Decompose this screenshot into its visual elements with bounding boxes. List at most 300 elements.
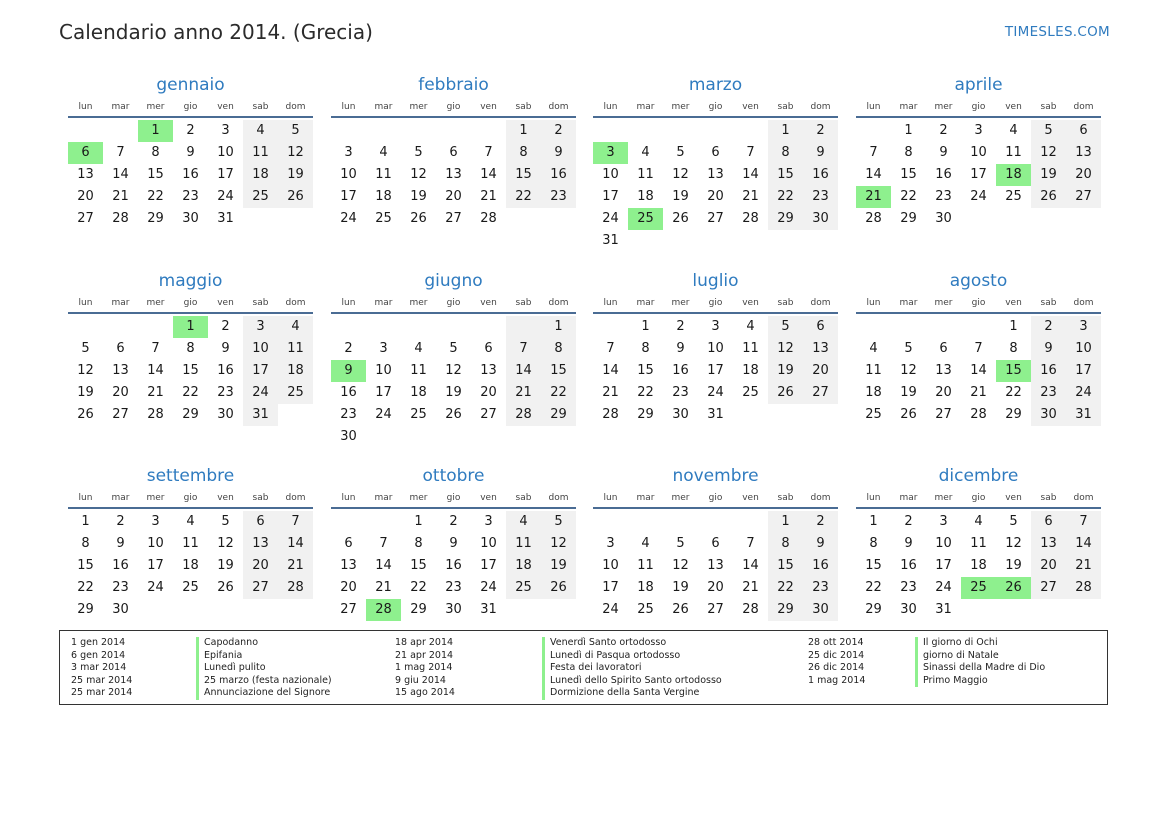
day-cell[interactable]: 22	[410, 580, 427, 595]
day-cell[interactable]: 19	[672, 580, 689, 595]
day-cell[interactable]: 21	[480, 189, 497, 204]
day-cell[interactable]: 24	[935, 580, 952, 595]
day-cell[interactable]: 20	[340, 580, 357, 595]
day-cell[interactable]: 14	[480, 167, 497, 182]
day-cell[interactable]: 11	[970, 536, 987, 551]
day-cell[interactable]: 22	[768, 186, 803, 208]
day-cell[interactable]: 24	[602, 211, 619, 226]
day-cell[interactable]: 27	[243, 577, 278, 599]
day-cell[interactable]: 24	[375, 407, 392, 422]
day-cell[interactable]: 24	[1066, 382, 1101, 404]
day-cell[interactable]: 5	[768, 316, 803, 338]
holiday-day-cell[interactable]: 1	[173, 316, 208, 338]
day-cell[interactable]: 13	[803, 338, 838, 360]
day-cell[interactable]: 9	[116, 536, 125, 551]
day-cell[interactable]: 3	[484, 514, 493, 529]
day-cell[interactable]: 26	[1031, 186, 1066, 208]
day-cell[interactable]: 19	[1005, 558, 1022, 573]
day-cell[interactable]: 13	[77, 167, 94, 182]
day-cell[interactable]: 8	[81, 536, 90, 551]
day-cell[interactable]: 30	[217, 407, 234, 422]
day-cell[interactable]: 26	[77, 407, 94, 422]
day-cell[interactable]: 5	[414, 145, 423, 160]
day-cell[interactable]: 3	[974, 123, 983, 138]
day-cell[interactable]: 15	[865, 558, 882, 573]
day-cell[interactable]: 22	[768, 577, 803, 599]
day-cell[interactable]: 8	[541, 338, 576, 360]
day-cell[interactable]: 6	[243, 511, 278, 533]
day-cell[interactable]: 22	[147, 189, 164, 204]
day-cell[interactable]: 5	[676, 145, 685, 160]
day-cell[interactable]: 14	[865, 167, 882, 182]
day-cell[interactable]: 8	[768, 533, 803, 555]
day-cell[interactable]: 28	[742, 602, 759, 617]
day-cell[interactable]: 16	[1031, 360, 1066, 382]
day-cell[interactable]: 4	[379, 145, 388, 160]
day-cell[interactable]: 5	[1009, 514, 1018, 529]
day-cell[interactable]: 22	[77, 580, 94, 595]
day-cell[interactable]: 13	[707, 558, 724, 573]
day-cell[interactable]: 24	[707, 385, 724, 400]
day-cell[interactable]: 13	[340, 558, 357, 573]
day-cell[interactable]: 8	[641, 341, 650, 356]
day-cell[interactable]: 15	[768, 164, 803, 186]
day-cell[interactable]: 18	[410, 385, 427, 400]
day-cell[interactable]: 13	[445, 167, 462, 182]
day-cell[interactable]: 13	[1066, 142, 1101, 164]
day-cell[interactable]: 3	[939, 514, 948, 529]
day-cell[interactable]: 12	[410, 167, 427, 182]
day-cell[interactable]: 21	[1066, 555, 1101, 577]
day-cell[interactable]: 23	[672, 385, 689, 400]
day-cell[interactable]: 22	[900, 189, 917, 204]
day-cell[interactable]: 28	[147, 407, 164, 422]
day-cell[interactable]: 25	[865, 407, 882, 422]
day-cell[interactable]: 11	[506, 533, 541, 555]
day-cell[interactable]: 16	[935, 167, 952, 182]
day-cell[interactable]: 2	[116, 514, 125, 529]
day-cell[interactable]: 6	[344, 536, 353, 551]
day-cell[interactable]: 16	[541, 164, 576, 186]
day-cell[interactable]: 22	[865, 580, 882, 595]
day-cell[interactable]: 20	[935, 385, 952, 400]
day-cell[interactable]: 13	[243, 533, 278, 555]
day-cell[interactable]: 2	[344, 341, 353, 356]
day-cell[interactable]: 6	[116, 341, 125, 356]
day-cell[interactable]: 23	[803, 577, 838, 599]
day-cell[interactable]: 19	[900, 385, 917, 400]
day-cell[interactable]: 11	[278, 338, 313, 360]
day-cell[interactable]: 22	[1005, 385, 1022, 400]
day-cell[interactable]: 29	[410, 602, 427, 617]
day-cell[interactable]: 24	[243, 382, 278, 404]
day-cell[interactable]: 27	[935, 407, 952, 422]
day-cell[interactable]: 20	[1031, 555, 1066, 577]
day-cell[interactable]: 14	[1066, 533, 1101, 555]
day-cell[interactable]: 8	[904, 145, 913, 160]
day-cell[interactable]: 25	[243, 186, 278, 208]
day-cell[interactable]: 8	[869, 536, 878, 551]
day-cell[interactable]: 29	[768, 208, 803, 230]
day-cell[interactable]: 21	[112, 189, 129, 204]
day-cell[interactable]: 27	[480, 407, 497, 422]
day-cell[interactable]: 1	[541, 316, 576, 338]
day-cell[interactable]: 5	[904, 341, 913, 356]
day-cell[interactable]: 25	[410, 407, 427, 422]
day-cell[interactable]: 11	[410, 363, 427, 378]
holiday-day-cell[interactable]: 21	[856, 186, 891, 208]
day-cell[interactable]: 20	[1066, 164, 1101, 186]
day-cell[interactable]: 15	[182, 363, 199, 378]
day-cell[interactable]: 30	[803, 208, 838, 230]
day-cell[interactable]: 7	[506, 338, 541, 360]
day-cell[interactable]: 24	[602, 602, 619, 617]
day-cell[interactable]: 2	[541, 120, 576, 142]
day-cell[interactable]: 6	[449, 145, 458, 160]
day-cell[interactable]: 23	[803, 186, 838, 208]
day-cell[interactable]: 11	[182, 536, 199, 551]
holiday-day-cell[interactable]: 15	[996, 360, 1031, 382]
day-cell[interactable]: 20	[707, 580, 724, 595]
day-cell[interactable]: 28	[1066, 577, 1101, 599]
day-cell[interactable]: 1	[768, 511, 803, 533]
day-cell[interactable]: 7	[278, 511, 313, 533]
day-cell[interactable]: 30	[445, 602, 462, 617]
day-cell[interactable]: 6	[711, 145, 720, 160]
day-cell[interactable]: 18	[278, 360, 313, 382]
day-cell[interactable]: 2	[676, 319, 685, 334]
day-cell[interactable]: 6	[1031, 511, 1066, 533]
day-cell[interactable]: 27	[77, 211, 94, 226]
day-cell[interactable]: 28	[970, 407, 987, 422]
day-cell[interactable]: 22	[182, 385, 199, 400]
day-cell[interactable]: 1	[768, 120, 803, 142]
holiday-day-cell[interactable]: 18	[996, 164, 1031, 186]
day-cell[interactable]: 26	[217, 580, 234, 595]
day-cell[interactable]: 21	[147, 385, 164, 400]
day-cell[interactable]: 4	[974, 514, 983, 529]
day-cell[interactable]: 14	[742, 558, 759, 573]
day-cell[interactable]: 25	[637, 602, 654, 617]
holiday-day-cell[interactable]: 28	[366, 599, 401, 621]
day-cell[interactable]: 25	[278, 382, 313, 404]
day-cell[interactable]: 2	[803, 511, 838, 533]
day-cell[interactable]: 29	[147, 211, 164, 226]
day-cell[interactable]: 16	[340, 385, 357, 400]
day-cell[interactable]: 4	[1009, 123, 1018, 138]
day-cell[interactable]: 8	[151, 145, 160, 160]
day-cell[interactable]: 29	[1005, 407, 1022, 422]
day-cell[interactable]: 17	[340, 189, 357, 204]
day-cell[interactable]: 3	[243, 316, 278, 338]
day-cell[interactable]: 3	[1066, 316, 1101, 338]
day-cell[interactable]: 27	[707, 602, 724, 617]
day-cell[interactable]: 1	[904, 123, 913, 138]
day-cell[interactable]: 23	[935, 189, 952, 204]
day-cell[interactable]: 14	[970, 363, 987, 378]
day-cell[interactable]: 21	[278, 555, 313, 577]
day-cell[interactable]: 9	[186, 145, 195, 160]
day-cell[interactable]: 26	[900, 407, 917, 422]
day-cell[interactable]: 17	[480, 558, 497, 573]
day-cell[interactable]: 29	[865, 602, 882, 617]
holiday-day-cell[interactable]: 25	[961, 577, 996, 599]
day-cell[interactable]: 10	[217, 145, 234, 160]
day-cell[interactable]: 28	[112, 211, 129, 226]
day-cell[interactable]: 25	[1005, 189, 1022, 204]
day-cell[interactable]: 12	[1005, 536, 1022, 551]
day-cell[interactable]: 2	[803, 120, 838, 142]
day-cell[interactable]: 30	[1031, 404, 1066, 426]
day-cell[interactable]: 20	[445, 189, 462, 204]
day-cell[interactable]: 11	[1005, 145, 1022, 160]
day-cell[interactable]: 4	[414, 341, 423, 356]
day-cell[interactable]: 30	[672, 407, 689, 422]
day-cell[interactable]: 1	[641, 319, 650, 334]
day-cell[interactable]: 9	[1031, 338, 1066, 360]
day-cell[interactable]: 2	[221, 319, 230, 334]
day-cell[interactable]: 8	[414, 536, 423, 551]
day-cell[interactable]: 20	[480, 385, 497, 400]
day-cell[interactable]: 16	[217, 363, 234, 378]
day-cell[interactable]: 29	[541, 404, 576, 426]
day-cell[interactable]: 14	[375, 558, 392, 573]
day-cell[interactable]: 9	[449, 536, 458, 551]
day-cell[interactable]: 13	[112, 363, 129, 378]
day-cell[interactable]: 27	[707, 211, 724, 226]
day-cell[interactable]: 17	[375, 385, 392, 400]
day-cell[interactable]: 6	[803, 316, 838, 338]
day-cell[interactable]: 27	[112, 407, 129, 422]
holiday-day-cell[interactable]: 25	[628, 208, 663, 230]
day-cell[interactable]: 18	[506, 555, 541, 577]
holiday-day-cell[interactable]: 9	[331, 360, 366, 382]
day-cell[interactable]: 10	[340, 167, 357, 182]
day-cell[interactable]: 29	[182, 407, 199, 422]
day-cell[interactable]: 27	[1031, 577, 1066, 599]
day-cell[interactable]: 20	[112, 385, 129, 400]
day-cell[interactable]: 15	[506, 164, 541, 186]
day-cell[interactable]: 10	[935, 536, 952, 551]
day-cell[interactable]: 11	[865, 363, 882, 378]
day-cell[interactable]: 9	[541, 142, 576, 164]
day-cell[interactable]: 27	[445, 211, 462, 226]
day-cell[interactable]: 19	[672, 189, 689, 204]
day-cell[interactable]: 23	[1031, 382, 1066, 404]
day-cell[interactable]: 8	[186, 341, 195, 356]
day-cell[interactable]: 17	[243, 360, 278, 382]
day-cell[interactable]: 5	[449, 341, 458, 356]
day-cell[interactable]: 29	[637, 407, 654, 422]
day-cell[interactable]: 30	[182, 211, 199, 226]
day-cell[interactable]: 15	[410, 558, 427, 573]
day-cell[interactable]: 26	[672, 211, 689, 226]
day-cell[interactable]: 22	[637, 385, 654, 400]
day-cell[interactable]: 10	[1066, 338, 1101, 360]
day-cell[interactable]: 18	[637, 580, 654, 595]
day-cell[interactable]: 7	[606, 341, 615, 356]
day-cell[interactable]: 3	[379, 341, 388, 356]
day-cell[interactable]: 18	[182, 558, 199, 573]
day-cell[interactable]: 4	[641, 145, 650, 160]
day-cell[interactable]: 18	[970, 558, 987, 573]
day-cell[interactable]: 14	[506, 360, 541, 382]
day-cell[interactable]: 7	[746, 145, 755, 160]
day-cell[interactable]: 16	[112, 558, 129, 573]
day-cell[interactable]: 21	[506, 382, 541, 404]
day-cell[interactable]: 17	[217, 167, 234, 182]
day-cell[interactable]: 31	[602, 233, 619, 248]
day-cell[interactable]: 26	[410, 211, 427, 226]
day-cell[interactable]: 24	[970, 189, 987, 204]
day-cell[interactable]: 30	[803, 599, 838, 621]
day-cell[interactable]: 28	[865, 211, 882, 226]
day-cell[interactable]: 3	[606, 536, 615, 551]
day-cell[interactable]: 29	[768, 599, 803, 621]
day-cell[interactable]: 18	[637, 189, 654, 204]
day-cell[interactable]: 17	[707, 363, 724, 378]
day-cell[interactable]: 11	[243, 142, 278, 164]
day-cell[interactable]: 27	[1066, 186, 1101, 208]
day-cell[interactable]: 3	[344, 145, 353, 160]
day-cell[interactable]: 4	[869, 341, 878, 356]
day-cell[interactable]: 5	[81, 341, 90, 356]
day-cell[interactable]: 31	[935, 602, 952, 617]
day-cell[interactable]: 13	[707, 167, 724, 182]
day-cell[interactable]: 11	[637, 167, 654, 182]
day-cell[interactable]: 4	[243, 120, 278, 142]
day-cell[interactable]: 12	[672, 167, 689, 182]
day-cell[interactable]: 9	[221, 341, 230, 356]
day-cell[interactable]: 5	[676, 536, 685, 551]
day-cell[interactable]: 15	[900, 167, 917, 182]
day-cell[interactable]: 11	[637, 558, 654, 573]
day-cell[interactable]: 8	[506, 142, 541, 164]
day-cell[interactable]: 23	[900, 580, 917, 595]
day-cell[interactable]: 22	[541, 382, 576, 404]
day-cell[interactable]: 23	[112, 580, 129, 595]
day-cell[interactable]: 3	[711, 319, 720, 334]
day-cell[interactable]: 18	[865, 385, 882, 400]
day-cell[interactable]: 13	[935, 363, 952, 378]
day-cell[interactable]: 5	[1031, 120, 1066, 142]
day-cell[interactable]: 15	[147, 167, 164, 182]
day-cell[interactable]: 10	[243, 338, 278, 360]
day-cell[interactable]: 23	[340, 407, 357, 422]
day-cell[interactable]: 9	[803, 142, 838, 164]
day-cell[interactable]: 15	[768, 555, 803, 577]
day-cell[interactable]: 13	[480, 363, 497, 378]
day-cell[interactable]: 6	[1066, 120, 1101, 142]
day-cell[interactable]: 30	[900, 602, 917, 617]
day-cell[interactable]: 25	[742, 385, 759, 400]
day-cell[interactable]: 30	[340, 429, 357, 444]
day-cell[interactable]: 9	[803, 533, 838, 555]
day-cell[interactable]: 10	[147, 536, 164, 551]
day-cell[interactable]: 12	[445, 363, 462, 378]
day-cell[interactable]: 14	[278, 533, 313, 555]
day-cell[interactable]: 10	[480, 536, 497, 551]
day-cell[interactable]: 31	[243, 404, 278, 426]
day-cell[interactable]: 2	[186, 123, 195, 138]
day-cell[interactable]: 26	[445, 407, 462, 422]
day-cell[interactable]: 13	[1031, 533, 1066, 555]
day-cell[interactable]: 7	[116, 145, 125, 160]
day-cell[interactable]: 7	[974, 341, 983, 356]
day-cell[interactable]: 4	[641, 536, 650, 551]
day-cell[interactable]: 21	[970, 385, 987, 400]
day-cell[interactable]: 20	[803, 360, 838, 382]
day-cell[interactable]: 6	[484, 341, 493, 356]
day-cell[interactable]: 15	[541, 360, 576, 382]
day-cell[interactable]: 3	[151, 514, 160, 529]
day-cell[interactable]: 19	[1031, 164, 1066, 186]
day-cell[interactable]: 6	[711, 536, 720, 551]
day-cell[interactable]: 12	[900, 363, 917, 378]
day-cell[interactable]: 8	[1009, 341, 1018, 356]
day-cell[interactable]: 19	[278, 164, 313, 186]
day-cell[interactable]: 21	[602, 385, 619, 400]
day-cell[interactable]: 4	[278, 316, 313, 338]
day-cell[interactable]: 7	[869, 145, 878, 160]
day-cell[interactable]: 29	[900, 211, 917, 226]
day-cell[interactable]: 25	[506, 577, 541, 599]
day-cell[interactable]: 12	[217, 536, 234, 551]
day-cell[interactable]: 4	[506, 511, 541, 533]
day-cell[interactable]: 21	[742, 189, 759, 204]
holiday-day-cell[interactable]: 1	[138, 120, 173, 142]
day-cell[interactable]: 26	[278, 186, 313, 208]
day-cell[interactable]: 16	[900, 558, 917, 573]
day-cell[interactable]: 30	[112, 602, 129, 617]
day-cell[interactable]: 18	[375, 189, 392, 204]
day-cell[interactable]: 30	[935, 211, 952, 226]
day-cell[interactable]: 8	[768, 142, 803, 164]
day-cell[interactable]: 17	[935, 558, 952, 573]
day-cell[interactable]: 15	[77, 558, 94, 573]
day-cell[interactable]: 28	[742, 211, 759, 226]
day-cell[interactable]: 27	[340, 602, 357, 617]
day-cell[interactable]: 24	[480, 580, 497, 595]
day-cell[interactable]: 19	[77, 385, 94, 400]
day-cell[interactable]: 14	[602, 363, 619, 378]
day-cell[interactable]: 26	[768, 382, 803, 404]
day-cell[interactable]: 9	[904, 536, 913, 551]
day-cell[interactable]: 6	[939, 341, 948, 356]
day-cell[interactable]: 10	[375, 363, 392, 378]
day-cell[interactable]: 14	[112, 167, 129, 182]
day-cell[interactable]: 4	[186, 514, 195, 529]
day-cell[interactable]: 25	[182, 580, 199, 595]
day-cell[interactable]: 18	[243, 164, 278, 186]
day-cell[interactable]: 18	[742, 363, 759, 378]
day-cell[interactable]: 20	[77, 189, 94, 204]
day-cell[interactable]: 1	[506, 120, 541, 142]
day-cell[interactable]: 2	[1031, 316, 1066, 338]
day-cell[interactable]: 2	[939, 123, 948, 138]
day-cell[interactable]: 12	[672, 558, 689, 573]
day-cell[interactable]: 12	[768, 338, 803, 360]
day-cell[interactable]: 5	[278, 120, 313, 142]
day-cell[interactable]: 2	[449, 514, 458, 529]
day-cell[interactable]: 19	[217, 558, 234, 573]
day-cell[interactable]: 19	[445, 385, 462, 400]
day-cell[interactable]: 16	[803, 164, 838, 186]
day-cell[interactable]: 16	[672, 363, 689, 378]
day-cell[interactable]: 20	[243, 555, 278, 577]
day-cell[interactable]: 17	[147, 558, 164, 573]
day-cell[interactable]: 28	[506, 404, 541, 426]
